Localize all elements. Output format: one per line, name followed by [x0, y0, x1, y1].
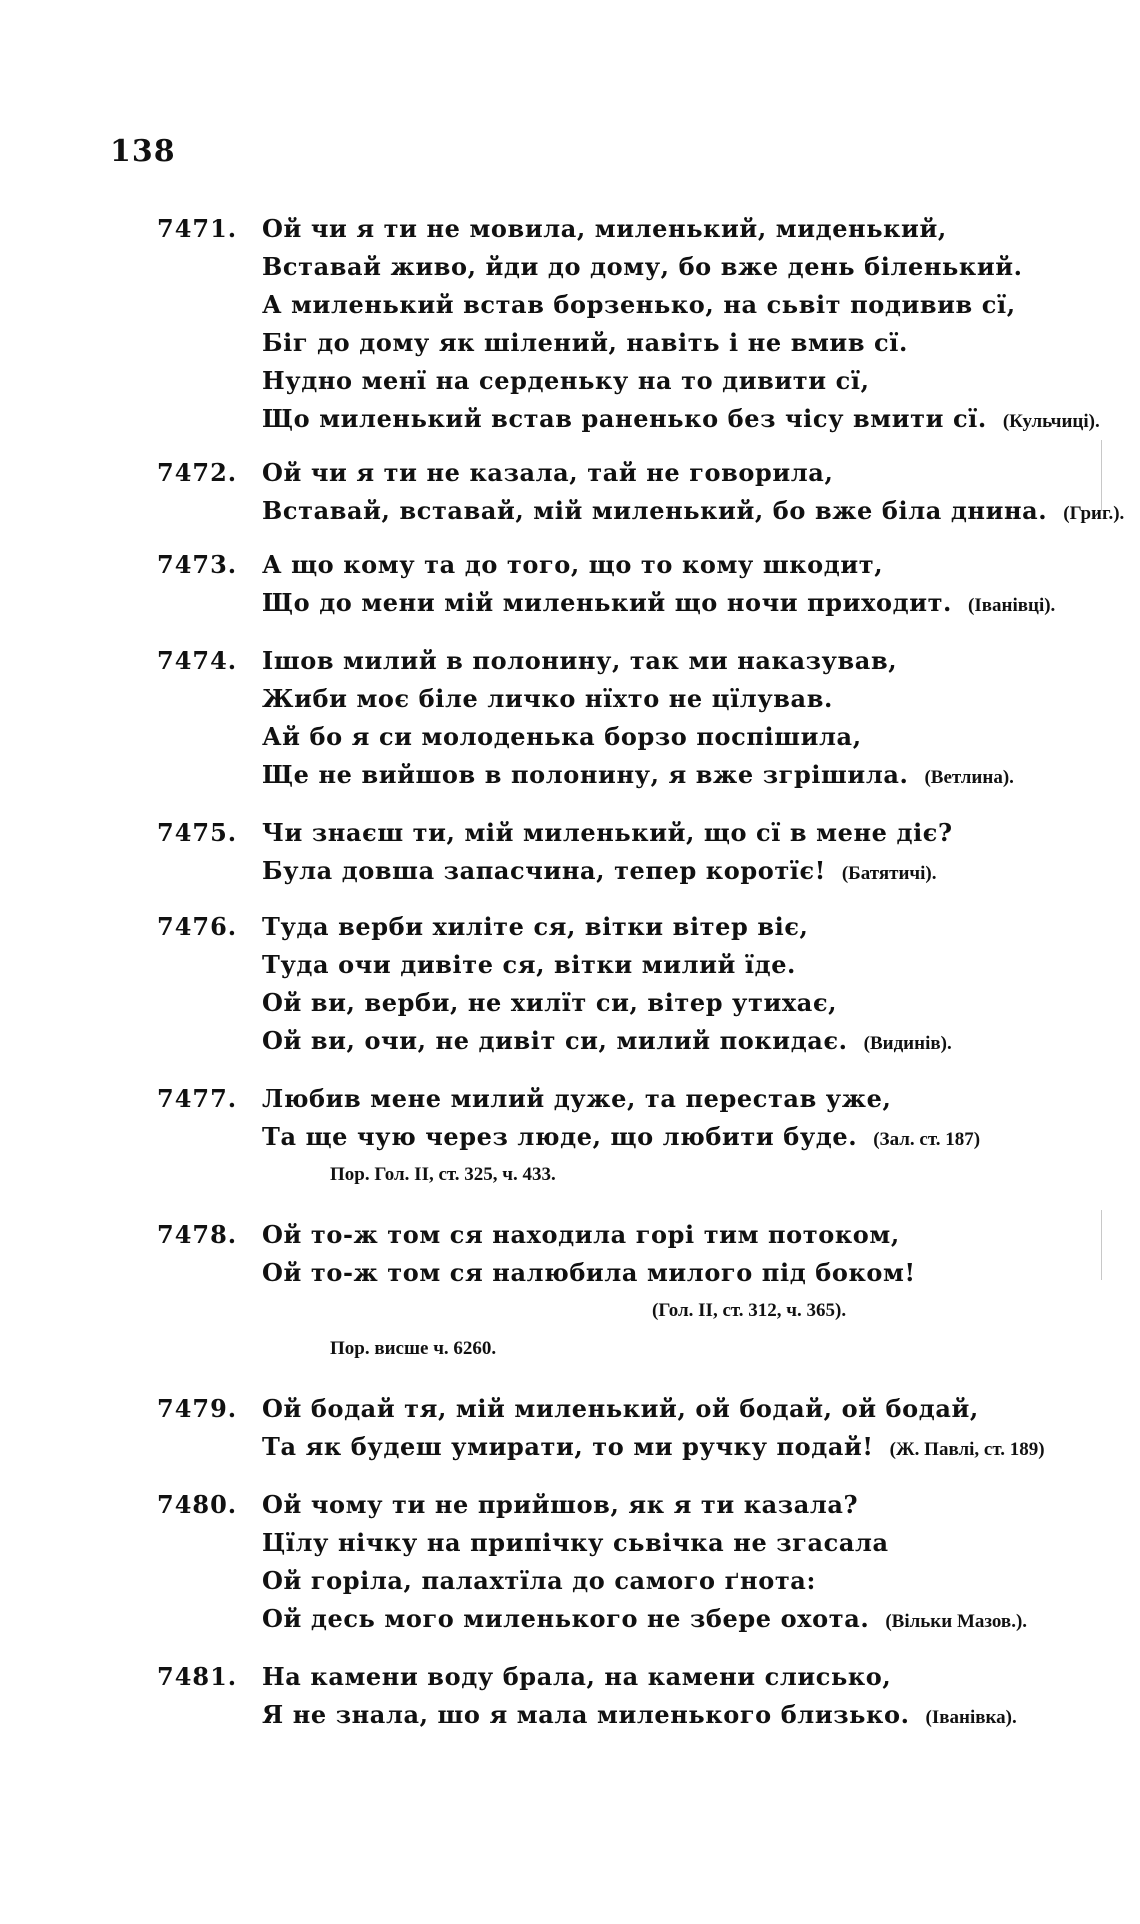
song-number: 7476. [157, 912, 238, 941]
verse-line: Нудно менї на серденьку на то дивити сї, [262, 366, 870, 395]
comparison-note: Пор. висше ч. 6260. [330, 1338, 497, 1359]
song-source: (Іванівка). [925, 1707, 1017, 1728]
song-number: 7472. [157, 458, 238, 487]
verse-line: Біг до дому як шілений, навіть і не вмив сї. [262, 328, 908, 357]
verse-line: Туда очи дивіте ся, вітки милий їде. [262, 950, 797, 979]
verse-line: Любив мене милий дуже, та перестав уже, [262, 1084, 892, 1113]
verse-line: На камени воду брала, на камени слисько, [262, 1662, 892, 1691]
song-source: (Гол. II, ст. 312, ч. 365). [652, 1300, 847, 1321]
verse-line: Цїлу нічку на припічку сьвічка не згасала [262, 1528, 889, 1557]
comparison-note: Пор. Гол. II, ст. 325, ч. 433. [330, 1164, 556, 1185]
verse-line: Ой чи я ти не казала, тай не говорила, [262, 458, 834, 487]
verse-line: Вставай живо, йди до дому, бо вже день біленький. [262, 252, 1023, 281]
song-source: (Вільки Мазов.). [885, 1611, 1028, 1632]
verse-line: Та як будеш умирати, то ми ручку подай! (Ж. Павлі, ст. 189) [262, 1432, 1045, 1461]
song-number: 7471. [157, 214, 238, 243]
verse-line: Ой горіла, палахтїла до самого ґнота: [262, 1566, 816, 1595]
verse-line: Ой ви, очи, не дивіт си, милий покидає. (Видинів). [262, 1026, 952, 1055]
verse-line: Ой чи я ти не мовила, миленький, миденький, [262, 214, 947, 243]
verse-line: Я не знала, шо я мала миленького близько. (Іванівка). [262, 1700, 1017, 1729]
verse-line: Ой то-ж том ся налюбила милого під боком! [262, 1258, 916, 1287]
verse-line: Жиби моє біле личко нїхто не цїлував. [262, 684, 833, 713]
verse-line: Ішов милий в полонину, так ми наказував, [262, 646, 898, 675]
song-source: (Ж. Павлі, ст. 189) [889, 1439, 1045, 1460]
song-number: 7480. [157, 1490, 238, 1519]
verse-line: Та ще чую через люде, що любити буде. (Зал. ст. 187) [262, 1122, 981, 1151]
verse-line: Туда верби хиліте ся, вітки вітер віє, [262, 912, 809, 941]
verse-line: Чи знаєш ти, мій миленький, що сї в мене діє? [262, 818, 953, 847]
song-number: 7473. [157, 550, 238, 579]
verse-line: А миленький встав борзенько, на сьвіт подивив сї, [262, 290, 1016, 319]
verse-line: Ще не вийшов в полонину, я вже згрішила. (Ветлина). [262, 760, 1014, 789]
page-number: 138 [110, 134, 176, 169]
verse-line: Ой бодай тя, мій миленький, ой бодай, ой бодай, [262, 1394, 979, 1423]
song-number: 7479. [157, 1394, 238, 1423]
song-source: (Зал. ст. 187) [873, 1129, 981, 1150]
verse-line: Ой ви, верби, не хилїт си, вітер утихає, [262, 988, 838, 1017]
verse-line: Ой десь мого миленького не збере охота. (Вільки Мазов.). [262, 1604, 1028, 1633]
page-edge-mark [1101, 1210, 1102, 1280]
song-source: (Батятичі). [841, 863, 937, 884]
song-number: 7474. [157, 646, 238, 675]
song-number: 7481. [157, 1662, 238, 1691]
song-source: (Видинів). [863, 1033, 952, 1054]
song-source: (Григ.). [1063, 503, 1125, 524]
verse-line: Що миленький встав раненько без чісу вмити сї. (Кульчиці). [262, 404, 1100, 433]
song-source: (Іванівці). [968, 595, 1056, 616]
song-source: (Кульчиці). [1002, 411, 1100, 432]
verse-line: А що кому та до того, що то кому шкодит, [262, 550, 884, 579]
verse-line: Ай бо я си молоденька борзо поспішила, [262, 722, 862, 751]
verse-line: Вставай, вставай, мій миленький, бо вже біла днина. (Григ.). [262, 496, 1125, 525]
verse-line: Ой чому ти не прийшов, як я ти казала? [262, 1490, 859, 1519]
song-number: 7477. [157, 1084, 238, 1113]
verse-line: Ой то-ж том ся находила горі тим потоком, [262, 1220, 900, 1249]
verse-line: Що до мени мій миленький що ночи приходит. (Іванівці). [262, 588, 1056, 617]
verse-line: Була довша запасчина, тепер коротїє! (Батятичі). [262, 856, 937, 885]
song-number: 7478. [157, 1220, 238, 1249]
song-number: 7475. [157, 818, 238, 847]
song-source: (Ветлина). [924, 767, 1014, 788]
